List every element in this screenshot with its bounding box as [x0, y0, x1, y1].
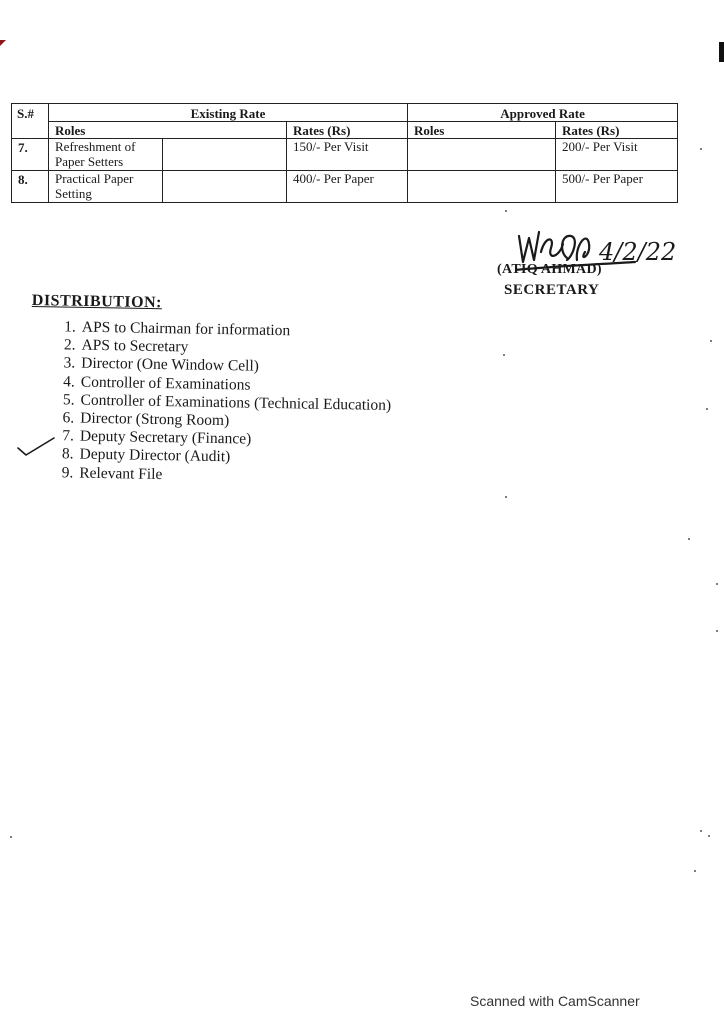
scan-speck — [505, 496, 507, 498]
approved-rate: 500/- Per Paper — [556, 171, 678, 203]
table-subheader-row — [12, 122, 678, 139]
scan-speck — [700, 830, 702, 832]
scan-speck — [710, 340, 712, 342]
approved-rates-header: Rates (Rs) — [556, 122, 678, 139]
item-text: Director (One Window Cell) — [81, 355, 260, 376]
table-row — [12, 171, 678, 203]
item-number: 3. — [63, 354, 76, 372]
item-text: Deputy Director (Audit) — [79, 446, 231, 466]
existing-rate: 150/- Per Visit — [287, 139, 408, 171]
serial-number: 8. — [12, 171, 49, 203]
approved-role — [408, 139, 556, 171]
scan-speck — [10, 836, 12, 838]
approved-rate: 200/- Per Visit — [556, 139, 678, 171]
scan-speck — [505, 210, 507, 212]
rates-header: Rates (Rs) — [287, 122, 408, 139]
item-number: 5. — [62, 391, 75, 409]
checkmark-icon — [16, 436, 56, 458]
item-number: 7. — [62, 427, 75, 445]
role-name: Practical Paper Setting — [49, 171, 163, 203]
existing-rate-header: Existing Rate — [49, 104, 408, 122]
page-edge-mark — [0, 40, 6, 46]
item-text: APS to Chairman for information — [81, 318, 291, 340]
scan-speck — [503, 354, 505, 356]
scan-speck — [688, 538, 690, 540]
rates-table — [11, 103, 678, 203]
existing-rate: 400/- Per Paper — [287, 171, 408, 203]
item-number: 2. — [63, 336, 76, 354]
roles-header: Roles — [49, 122, 287, 139]
approved-roles-header: Roles — [408, 122, 556, 139]
scan-speck — [706, 408, 708, 410]
item-number: 9. — [61, 463, 74, 482]
signatory-name: (ATIQ AHMAD) — [497, 262, 602, 277]
table-row — [12, 139, 678, 171]
empty-cell — [163, 139, 287, 171]
item-number: 6. — [62, 409, 75, 427]
item-number: 8. — [61, 445, 74, 463]
approved-role — [408, 171, 556, 203]
signature-date: 4/2/22 — [599, 238, 677, 266]
distribution-list — [43, 318, 392, 488]
signatory-title: SECRETARY — [504, 282, 600, 298]
serial-number: 7. — [12, 139, 49, 171]
scanner-watermark: Scanned with CamScanner — [470, 993, 640, 1009]
item-text: APS to Secretary — [81, 336, 189, 356]
item-number: 4. — [63, 372, 76, 391]
scan-speck — [716, 583, 718, 585]
scan-speck — [694, 870, 696, 872]
item-text: Relevant File — [79, 464, 163, 483]
item-number: 1. — [64, 318, 76, 336]
item-text: Deputy Secretary (Finance) — [79, 427, 252, 448]
approved-rate-header: Approved Rate — [408, 104, 678, 122]
empty-cell — [163, 171, 287, 203]
scan-speck — [700, 148, 702, 150]
item-text: Director (Strong Room) — [80, 409, 230, 430]
item-text: Controller of Examinations — [80, 373, 251, 394]
sn-header: S.# — [12, 104, 49, 139]
page-edge-mark — [719, 42, 724, 62]
table-header-row — [12, 104, 678, 122]
distribution-heading: DISTRIBUTION: — [31, 292, 163, 312]
item-text: Controller of Examinations (Technical Education) — [80, 391, 392, 414]
role-name: Refreshment of Paper Setters — [49, 139, 163, 171]
scan-speck — [708, 835, 710, 837]
scan-speck — [716, 630, 718, 632]
